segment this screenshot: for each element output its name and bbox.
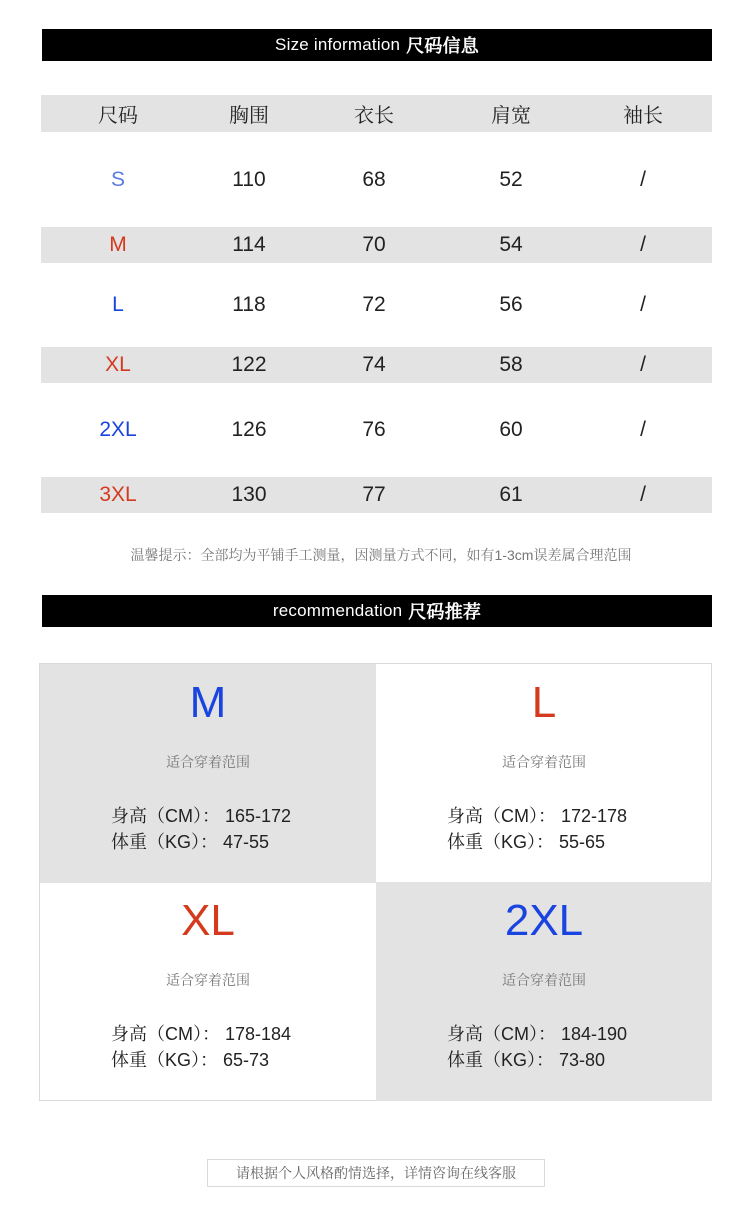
banner-title-cn: 尺码信息 <box>406 36 479 56</box>
size-table <box>41 95 712 513</box>
header-chest: 胸围 <box>229 105 269 127</box>
header-sleeve: 袖长 <box>623 105 663 127</box>
length-cell: 76 <box>362 418 386 441</box>
recommended-size: M <box>189 678 227 727</box>
chest-cell: 126 <box>231 418 267 441</box>
recommended-size: 2XL <box>504 896 584 945</box>
contact-note: 请根据个人风格酌情选择，详情咨询在线客服 <box>207 1159 545 1187</box>
header-length: 衣长 <box>354 105 394 127</box>
chest-cell: 122 <box>231 353 267 376</box>
fit-range-label: 适合穿着范围 <box>502 754 586 770</box>
recommendation-card-m <box>40 664 376 883</box>
table-row <box>41 227 712 263</box>
chest-cell: 114 <box>232 233 266 256</box>
chest-cell: 130 <box>231 483 267 506</box>
sleeve-cell: / <box>640 353 646 376</box>
fit-range-label: 适合穿着范围 <box>502 972 586 988</box>
height-range: 身高（CM）： 165-172 <box>111 806 292 826</box>
shoulder-cell: 60 <box>499 418 523 441</box>
sleeve-cell: / <box>640 167 646 191</box>
height-range: 身高（CM）： 184-190 <box>447 1024 628 1044</box>
size-cell: M <box>109 233 127 256</box>
height-range: 身高（CM）： 178-184 <box>111 1024 292 1044</box>
recommendation-grid <box>39 663 712 1101</box>
shoulder-cell: 52 <box>499 167 523 191</box>
size-cell: S <box>110 167 126 191</box>
recommendation-card-xl <box>40 882 376 1101</box>
shoulder-cell: 58 <box>499 353 523 376</box>
table-row <box>41 132 712 227</box>
sleeve-cell: / <box>640 293 646 316</box>
size-cell: XL <box>105 353 131 376</box>
recommended-size: XL <box>181 896 235 945</box>
length-cell: 72 <box>362 293 386 316</box>
header-shoulder: 肩宽 <box>491 105 531 127</box>
weight-range: 体重（KG）： 73-80 <box>447 1050 606 1070</box>
table-row <box>41 477 712 513</box>
recommended-size: L <box>531 678 557 727</box>
banner-title-en: recommendation <box>272 601 403 620</box>
measurement-note: 温馨提示：全部均为平铺手工测量，因测量方式不同，如有1-3cm误差属合理范围 <box>130 547 632 563</box>
recommendation-card-l <box>376 664 712 883</box>
sleeve-cell: / <box>640 233 646 256</box>
chest-cell: 118 <box>232 293 266 316</box>
sleeve-cell: / <box>640 483 646 506</box>
chest-cell: 110 <box>232 167 266 191</box>
weight-range: 体重（KG）： 65-73 <box>111 1050 270 1070</box>
table-row <box>41 263 712 347</box>
header-size: 尺码 <box>98 105 138 127</box>
size-cell: 2XL <box>99 418 137 441</box>
size-information-banner <box>42 29 712 61</box>
table-row <box>41 347 712 383</box>
recommendation-banner <box>42 595 712 627</box>
recommendation-card-2xl <box>376 882 712 1101</box>
length-cell: 74 <box>362 353 386 376</box>
size-cell: L <box>112 293 124 316</box>
banner-title-cn: 尺码推荐 <box>408 602 482 622</box>
shoulder-cell: 54 <box>499 233 523 256</box>
length-cell: 68 <box>362 167 386 191</box>
banner-title-en: Size information <box>275 35 401 54</box>
sleeve-cell: / <box>640 418 646 441</box>
height-range: 身高（CM）： 172-178 <box>447 806 628 826</box>
shoulder-cell: 61 <box>499 483 523 506</box>
length-cell: 77 <box>362 483 386 506</box>
weight-range: 体重（KG）： 55-65 <box>447 832 606 852</box>
fit-range-label: 适合穿着范围 <box>166 972 250 988</box>
weight-range: 体重（KG）： 47-55 <box>111 832 270 852</box>
size-cell: 3XL <box>99 483 137 506</box>
table-row <box>41 383 712 477</box>
fit-range-label: 适合穿着范围 <box>166 754 250 770</box>
length-cell: 70 <box>362 233 386 256</box>
table-header-row <box>41 95 712 132</box>
shoulder-cell: 56 <box>499 293 523 316</box>
